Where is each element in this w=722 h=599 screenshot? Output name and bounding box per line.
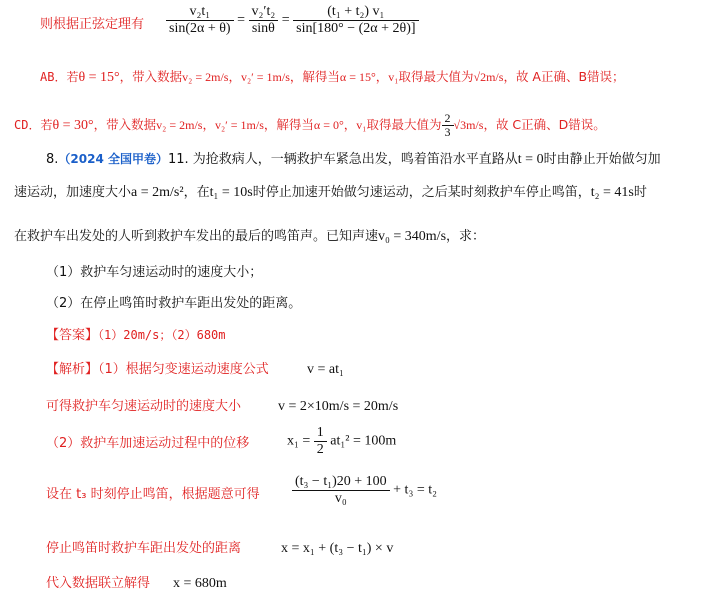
option-cd-line: CD．若θ = 30°，带入数据v₂ = 2m/s，v₂′ = 1m/s，解得当α = 0°，v₁取得最大值为 $\frac{2}{3}$ √3m/s，故 C正确、D错误。 — [14, 111, 606, 139]
analysis-step-3-formula: x₁ = $\frac{1}{2}$ at₁² = 100m — [287, 425, 397, 457]
fraction-1: $\frac{\text{v₂t₁}}{\sin(2\alpha + \theta)}$ — [166, 4, 234, 37]
analysis-step-4-formula: $\frac{\text{(t₃ − t₁)20 + 100}}{\text{v₀}}$ + t₃ = t₂ — [292, 474, 437, 507]
question-8-line-3: 在救护车出发处的人听到救护车发出的最后的鸣笛声。已知声速v₀ = 340m/s，求： — [14, 229, 486, 244]
analysis-step-4: 设在 t₃ 时刻停止鸣笛，根据题意可得 — [46, 487, 260, 502]
question-source: （2024 全国甲卷） — [58, 152, 168, 166]
analysis-step-2-formula: v = 2×10m/s = 20m/s — [278, 399, 399, 414]
sine-law-label: 则根据正弦定理有 — [40, 17, 145, 32]
fraction-two-thirds: $\frac{2}{3}$ — [442, 112, 454, 139]
option-ab-line: AB．若θ = 15°，带入数据v₂ = 2m/s，v₂′ = 1m/s，解得当α = 15°，v₁取得最大值为√2m/s，故 A正确、B错误； — [40, 69, 625, 85]
answer-line — [46, 326, 226, 345]
analysis-step-5: 停止鸣笛时救护车距出发处的距离 — [46, 541, 242, 556]
fraction-half: $\frac{1}{2}$ — [314, 425, 327, 458]
analysis-step-2: 可得救护车匀速运动时的速度大小 — [46, 399, 242, 414]
analysis-step-1: 【解析】（1）根据匀变速运动速度公式 — [46, 362, 269, 377]
analysis-label: 【解析】 — [46, 362, 99, 377]
sub-question-2: （2）在停止鸣笛时救护车距出发处的距离。 — [46, 296, 302, 311]
analysis-step-1-formula: v = at₁ — [307, 362, 344, 377]
fraction-3: $\frac{\text{(t₁ + t₂) v₁}}{\sin[180^\circ - (2\alpha + 2\theta)]}$ — [293, 4, 418, 37]
fraction-step-4: $\frac{\text{(t₃ − t₁)20 + 100}}{\text{v₀}}$ — [292, 474, 390, 507]
sine-law-line — [40, 16, 158, 34]
fraction-2: $\frac{\text{v₂′t₂}}{\sin\theta}$ — [249, 4, 279, 37]
analysis-step-5-formula: x = x₁ + (t₃ − t₁) × v — [281, 541, 394, 556]
question-8-line-2: 速运动，加速度大小a = 2m/s²，在t₁ = 10s时停止加速开始做匀速运动，之后某时刻救护车停止鸣笛，t₂ = 41s时 — [14, 185, 647, 200]
analysis-step-3: （2）救护车加速运动过程中的位移 — [46, 436, 250, 451]
answer-text: （1）20m/s；（2）680m — [98, 328, 226, 342]
answer-label: 【答案】 — [46, 328, 99, 343]
analysis-step-6: 代入数据联立解得 — [46, 576, 151, 591]
sine-law-formula: $\frac{\text{v₂t₁}}{\sin(2\alpha + \theta)}$ = $\frac{\text{v₂′t₂}}{\sin\theta}$ = $\frac{\text{(t₁ + t₂) v₁}}{\sin[180^\circ - (2\alpha + 2\theta)]}$ — [166, 4, 419, 37]
sub-question-1: （1）救护车匀速运动时的速度大小； — [46, 265, 263, 280]
analysis-step-6-formula: x = 680m — [173, 576, 227, 591]
question-8-line-1: 8.（2024 全国甲卷）11. 为抢救病人，一辆救护车紧急出发，鸣着笛沿水平直路从t = 0时由静止开始做匀加 — [46, 152, 661, 167]
